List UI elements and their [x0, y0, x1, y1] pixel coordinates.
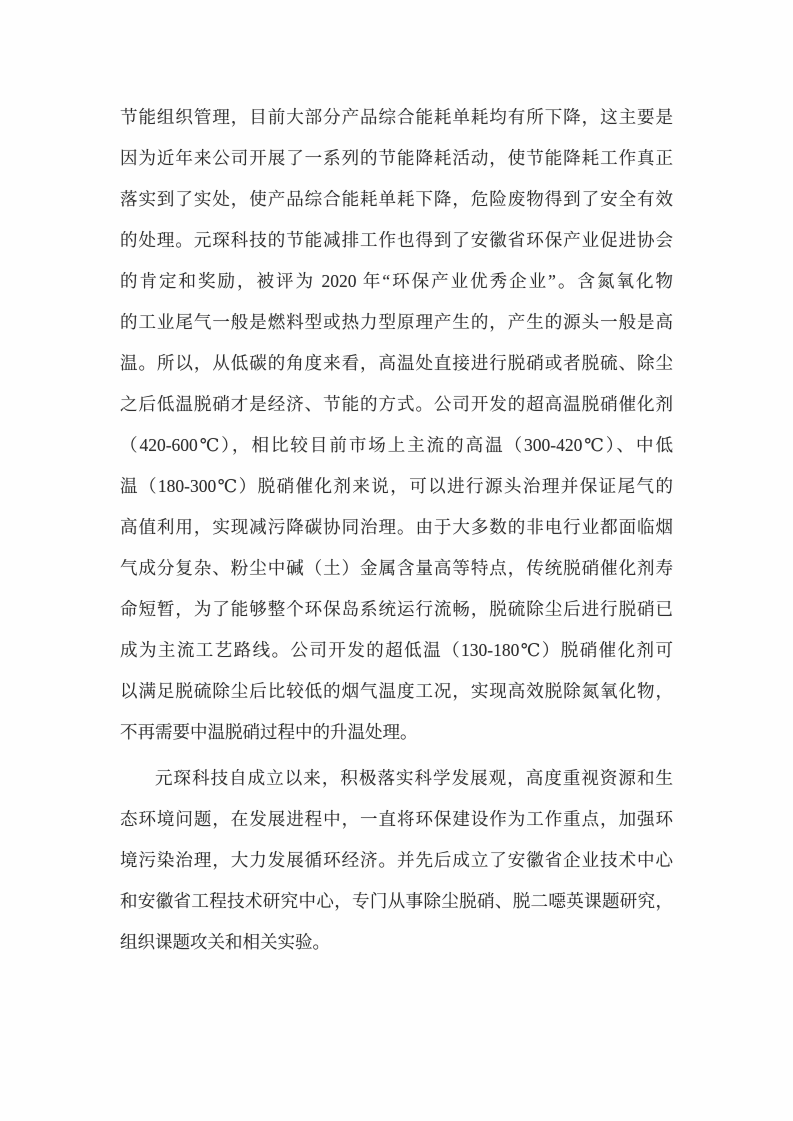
text-line: 命短暂，为了能够整个环保岛系统运行流畅，脱硫除尘后进行脱硝已: [120, 599, 673, 619]
text-line: 温。所以，从低碳的角度来看，高温处直接进行脱硝或者脱硫、除尘: [120, 353, 673, 373]
paragraph-1: [120, 97, 673, 753]
paragraph-2: [120, 758, 673, 963]
text-line: 节能组织管理，目前大部分产品综合能耗单耗均有所下降，这主要是: [120, 107, 673, 127]
document-text-block: [120, 97, 673, 963]
text-line: 因为近年来公司开展了一系列的节能降耗活动，使节能降耗工作真正: [120, 148, 673, 168]
text-line: 态环境问题，在发展进程中，一直将环保建设作为工作重点，加强环: [120, 809, 673, 829]
text-line: 落实到了实处，使产品综合能耗单耗下降，危险废物得到了安全有效: [120, 189, 673, 209]
text-line: 和安徽省工程技术研究中心，专门从事除尘脱硝、脱二噁英课题研究，: [120, 891, 673, 911]
text-line: 成为主流工艺路线。公司开发的超低温（130-180℃）脱硝催化剂可: [120, 640, 673, 660]
text-line: 之后低温脱硝才是经济、节能的方式。公司开发的超高温脱硝催化剂: [120, 394, 673, 414]
text-line: 的肯定和奖励，被评为 2020 年“环保产业优秀企业”。含氮氧化物: [120, 271, 673, 291]
text-line: 高值利用，实现减污降碳协同治理。由于大多数的非电行业都面临烟: [120, 517, 673, 537]
text-line: 气成分复杂、粉尘中碱（土）金属含量高等特点，传统脱硝催化剂寿: [120, 558, 673, 578]
text-line: 的处理。元琛科技的节能减排工作也得到了安徽省环保产业促进协会: [120, 230, 673, 250]
text-line: 境污染治理，大力发展循环经济。并先后成立了安徽省企业技术中心: [120, 850, 673, 870]
text-line: 温（180-300℃）脱硝催化剂来说，可以进行源头治理并保证尾气的: [120, 476, 673, 496]
text-line: 以满足脱硫除尘后比较低的烟气温度工况，实现高效脱除氮氧化物，: [120, 681, 673, 701]
text-line: 的工业尾气一般是燃料型或热力型原理产生的，产生的源头一般是高: [120, 312, 673, 332]
text-line: 不再需要中温脱硝过程中的升温处理。: [120, 722, 418, 742]
text-line: 组织课题攻关和相关实验。: [120, 932, 330, 952]
text-line: （420-600℃），相比较目前市场上主流的高温（300-420℃）、中低: [120, 435, 673, 455]
text-line: 元琛科技自成立以来，积极落实科学发展观，高度重视资源和生: [155, 768, 673, 788]
